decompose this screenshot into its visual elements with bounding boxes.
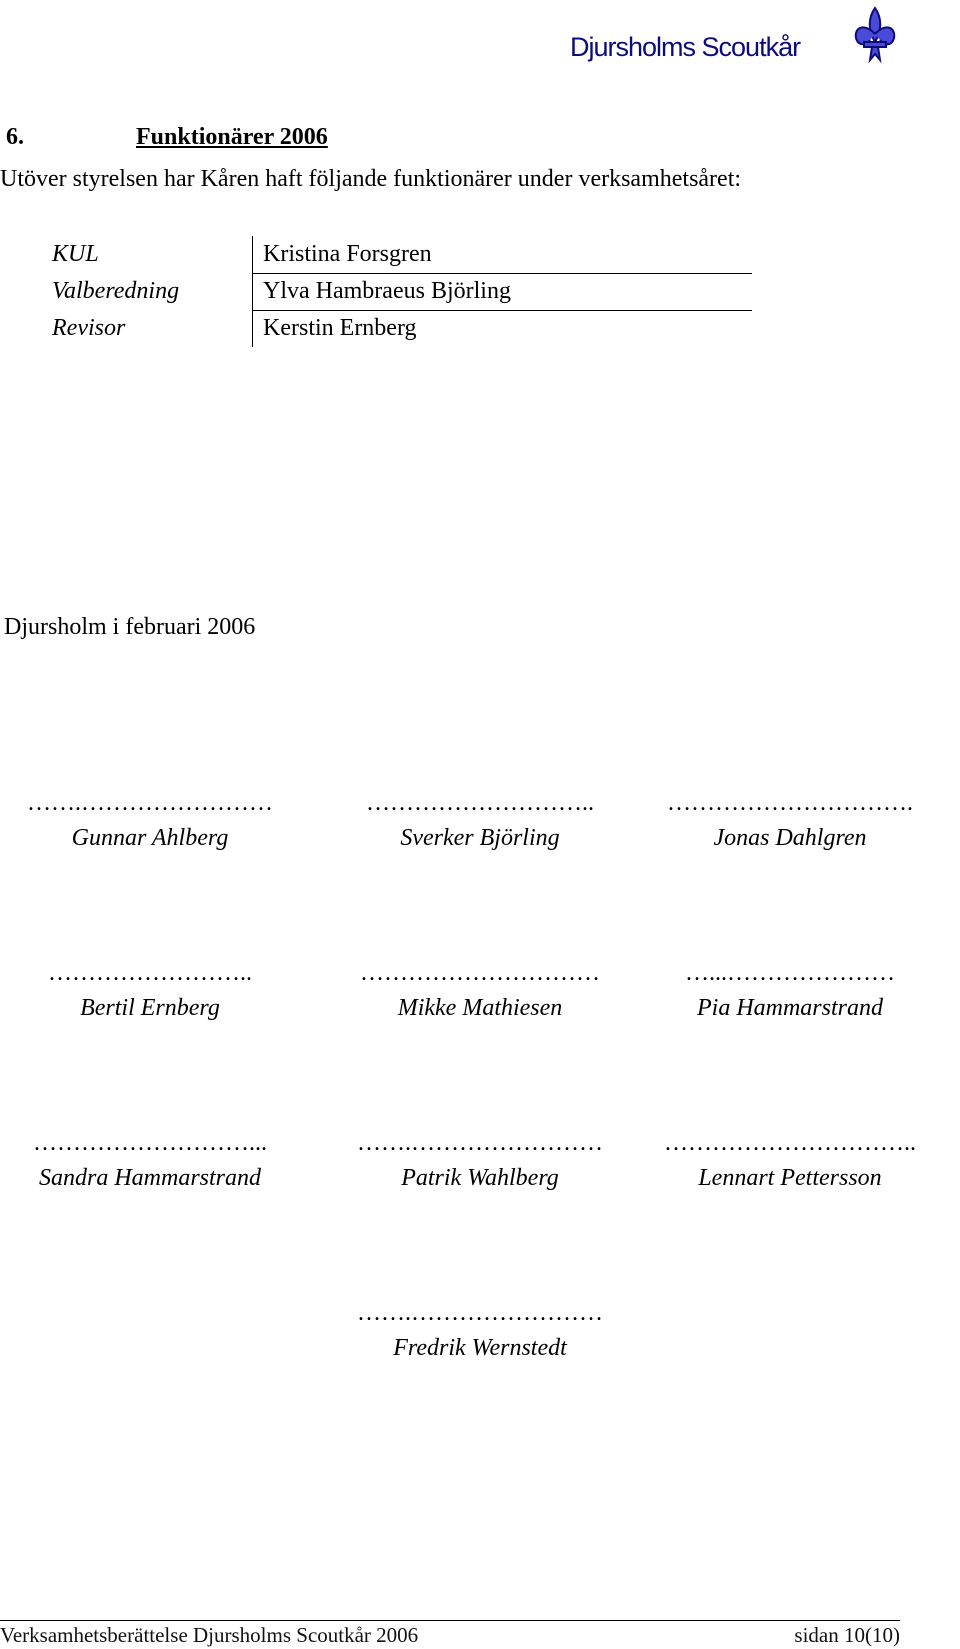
page-footer	[0, 1620, 900, 1648]
signature-line: …………………………..	[664, 1130, 916, 1156]
signature-line: …….……………………	[357, 1300, 603, 1326]
signature-line: …...…………………	[685, 960, 895, 986]
functionary-role: Revisor	[52, 315, 126, 341]
fleur-de-lis-icon	[850, 4, 900, 64]
functionary-row	[52, 236, 752, 273]
signature-block	[640, 790, 940, 852]
footer-document-title: Verksamhetsberättelse Djursholms Scoutkår 2006	[0, 1623, 419, 1647]
section-number: 6.	[6, 124, 24, 150]
signature-block	[640, 1130, 940, 1192]
signature-block	[330, 960, 630, 1022]
signatory-name: Sverker Björling	[400, 825, 560, 851]
signature-line: ……………………..	[48, 960, 252, 986]
functionary-role: KUL	[52, 241, 99, 267]
section-title: Funktionärer 2006	[136, 124, 328, 150]
signature-line: …….……………………	[357, 1130, 603, 1156]
signatory-name: Jonas Dahlgren	[713, 825, 867, 851]
header-brand: Djursholms Scoutkår	[570, 32, 801, 62]
signatory-name: Pia Hammarstrand	[696, 995, 883, 1021]
signatory-name: Sandra Hammarstrand	[38, 1165, 262, 1191]
place-date: Djursholm i februari 2006	[4, 614, 256, 640]
section-heading	[6, 124, 328, 151]
signature-line: ………………………...	[33, 1130, 267, 1156]
signature-block	[0, 960, 300, 1022]
signature-block	[330, 1300, 630, 1362]
signature-line: …………………………	[360, 960, 600, 986]
signature-block	[0, 790, 300, 852]
signature-block	[0, 1130, 300, 1192]
signatory-name: Mikke Mathiesen	[397, 995, 563, 1021]
functionary-name: Kerstin Ernberg	[252, 310, 752, 347]
signatory-name: Patrik Wahlberg	[401, 1165, 559, 1191]
signature-block	[640, 960, 940, 1022]
signatory-name: Lennart Pettersson	[698, 1165, 882, 1191]
functionary-row	[52, 310, 752, 347]
signatory-name: Bertil Ernberg	[80, 995, 220, 1021]
functionary-name: Ylva Hambraeus Björling	[252, 273, 752, 311]
intro-text: Utöver styrelsen har Kåren haft följande funktionärer under verksamhetsåret:	[0, 166, 742, 192]
signature-line: …….……………………	[27, 790, 273, 816]
signature-line: ………………………….	[667, 790, 913, 816]
signature-block	[330, 790, 630, 852]
signature-line: ………………………..	[366, 790, 594, 816]
functionary-row	[52, 273, 752, 310]
functionary-name: Kristina Forsgren	[252, 236, 752, 274]
footer-page-number: sidan 10(10)	[794, 1623, 900, 1647]
signatory-name: Gunnar Ahlberg	[71, 825, 229, 851]
functionaries-table	[52, 236, 752, 347]
signature-block	[330, 1130, 630, 1192]
functionary-role: Valberedning	[52, 278, 180, 304]
signatory-name: Fredrik Wernstedt	[393, 1335, 567, 1361]
